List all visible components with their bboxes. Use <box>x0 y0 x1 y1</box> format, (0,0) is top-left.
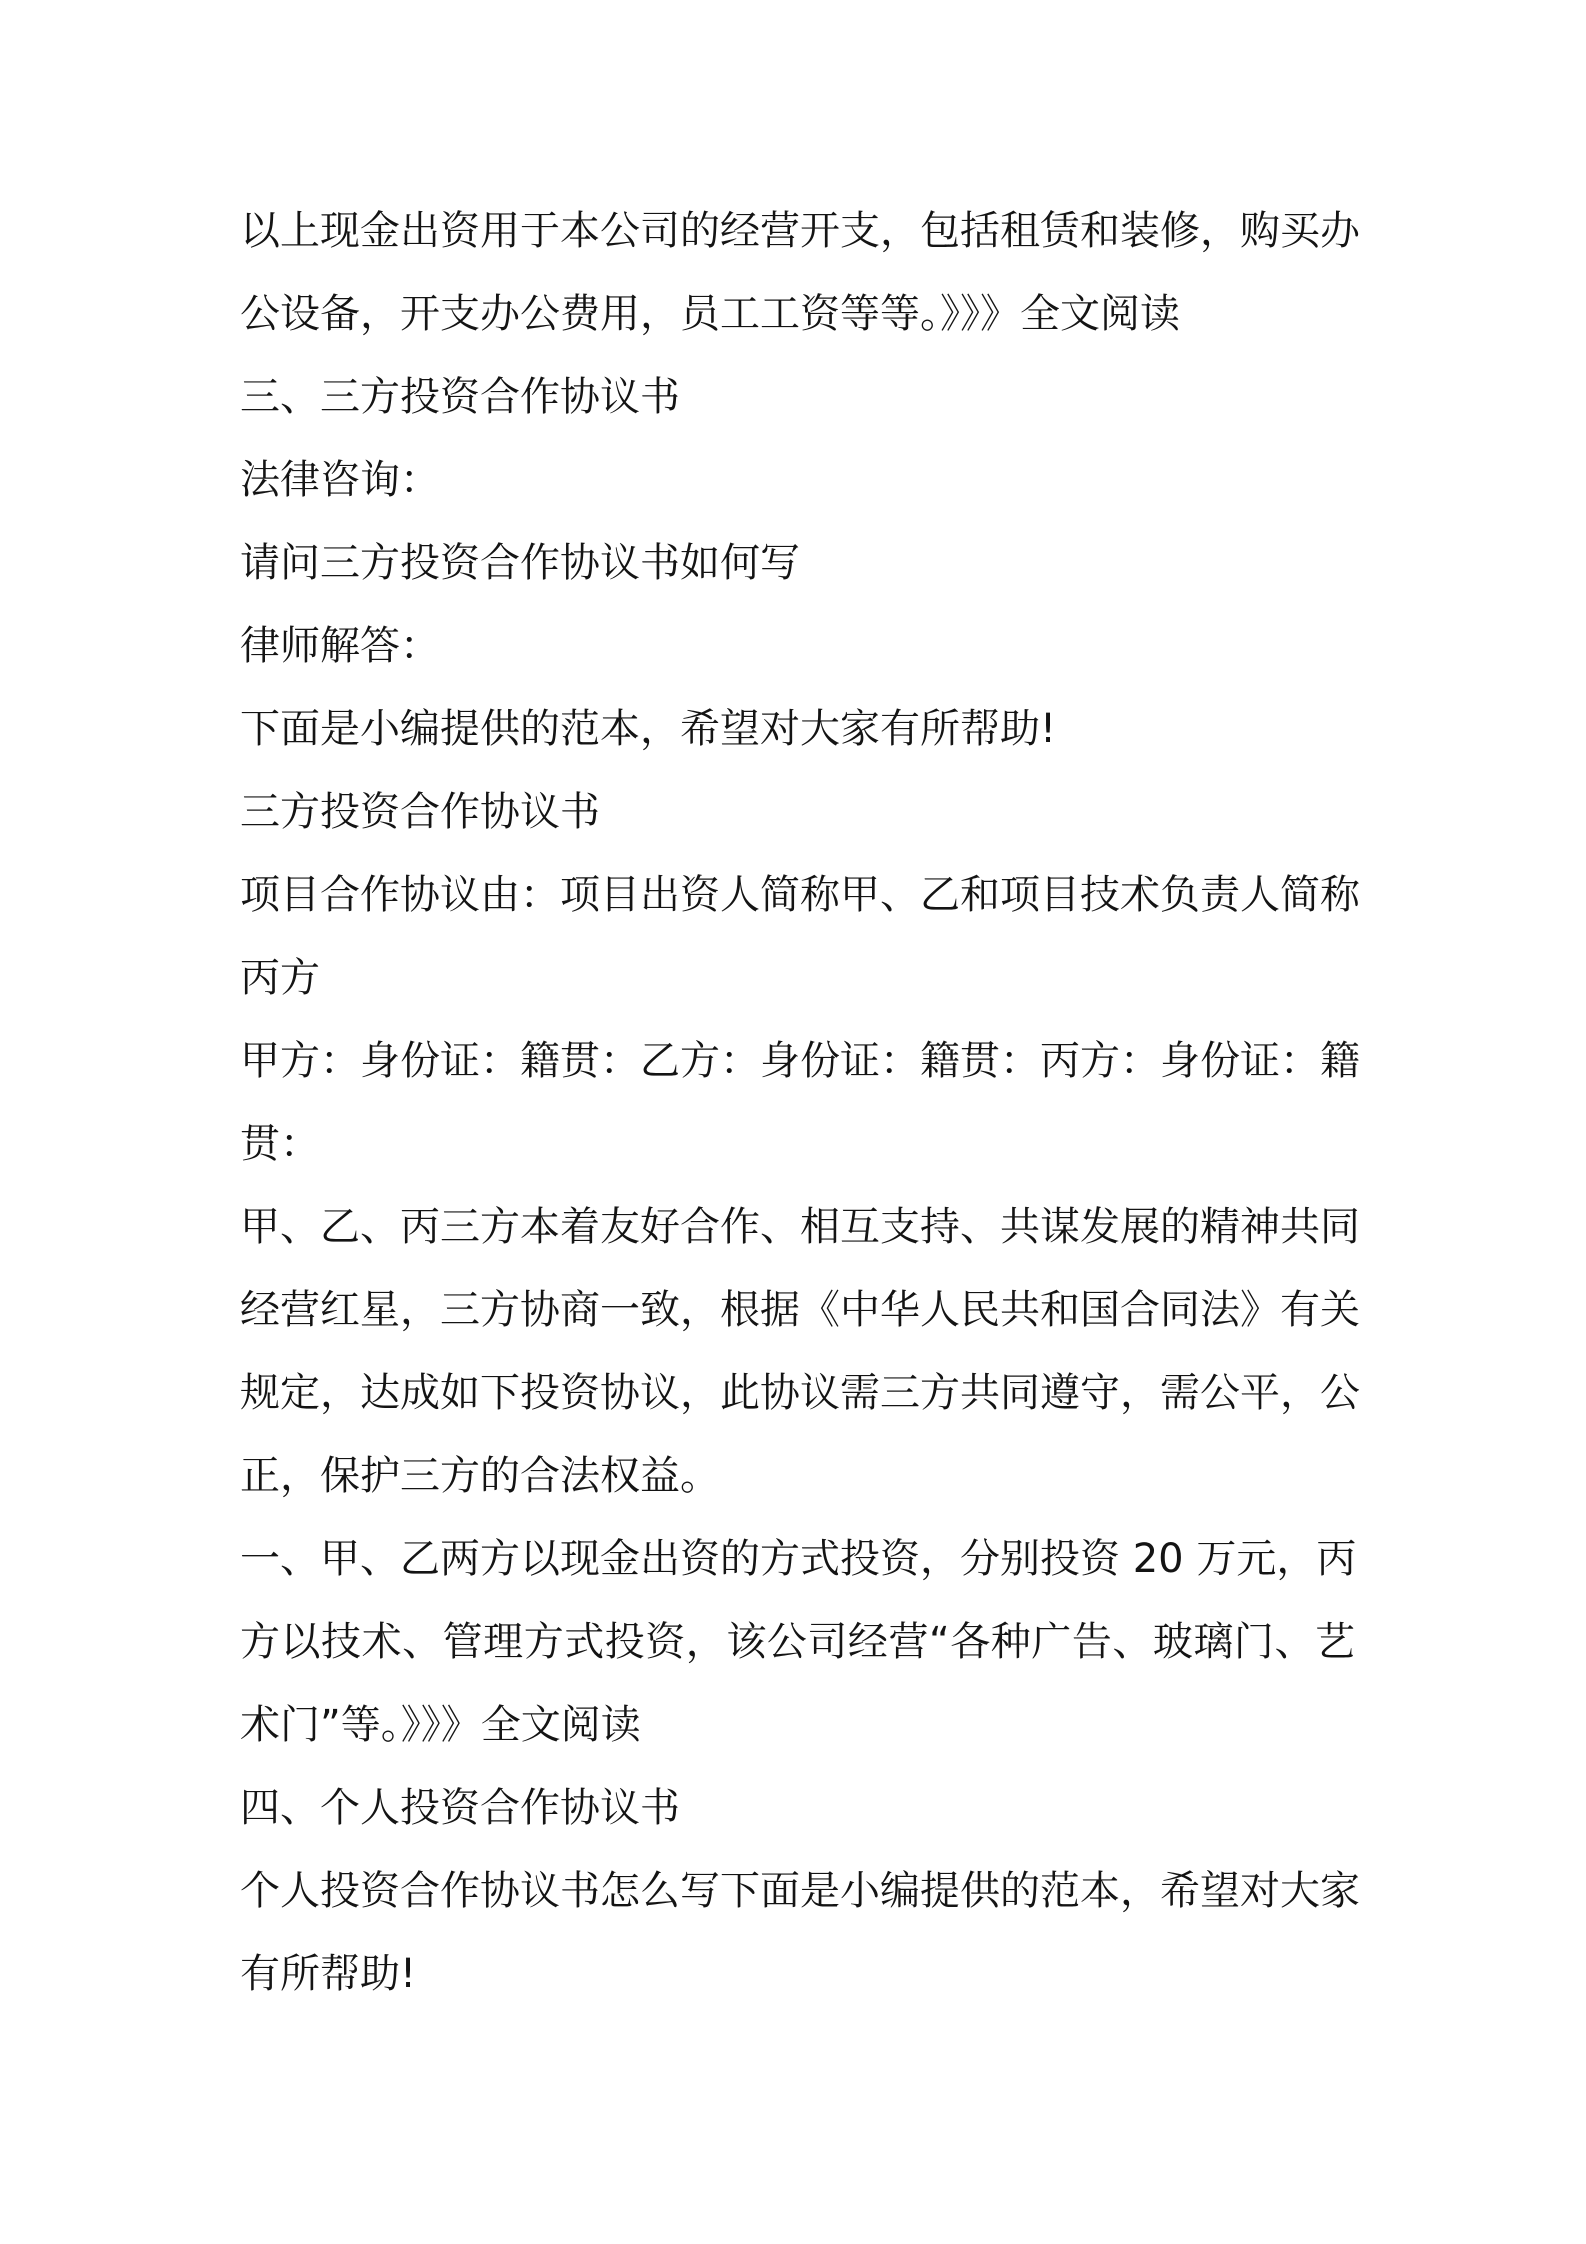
paragraph-line: 法律咨询： <box>240 457 440 503</box>
section-heading: 四、个人投资合作协议书 <box>240 1785 680 1831</box>
paragraph-line: 请问三方投资合作协议书如何写 <box>240 540 800 586</box>
paragraph-line: 以上现金出资用于本公司的经营开支，包括租赁和装修，购买办 <box>240 208 1360 254</box>
paragraph-line: 有所帮助! <box>240 1951 417 1997</box>
paragraph-line: 一、甲、乙两方以现金出资的方式投资，分别投资 20 万元，丙 <box>240 1536 1357 1582</box>
paragraph-line: 三方投资合作协议书 <box>240 789 600 835</box>
paragraph-line: 方以技术、管理方式投资，该公司经营“各种广告、玻璃门、艺 <box>240 1619 1355 1665</box>
paragraph-line: 个人投资合作协议书怎么写下面是小编提供的范本，希望对大家 <box>240 1868 1360 1914</box>
paragraph-line: 下面是小编提供的范本，希望对大家有所帮助! <box>240 706 1057 752</box>
paragraph-line: 甲方：身份证：籍贯：乙方：身份证：籍贯：丙方：身份证：籍 <box>240 1038 1360 1084</box>
paragraph-line: 贯： <box>240 1121 320 1167</box>
document-body <box>240 190 1360 2016</box>
paragraph-line: 正，保护三方的合法权益。 <box>240 1453 720 1499</box>
section-heading: 三、三方投资合作协议书 <box>240 374 680 420</box>
paragraph-line: 项目合作协议由：项目出资人简称甲、乙和项目技术负责人简称 <box>240 872 1360 918</box>
paragraph-line: 术门”等。》》》全文阅读 <box>240 1702 641 1748</box>
paragraph-line: 规定，达成如下投资协议，此协议需三方共同遵守，需公平，公 <box>240 1370 1360 1416</box>
paragraph-line: 律师解答： <box>240 623 440 669</box>
paragraph-line: 经营红星，三方协商一致，根据《中华人民共和国合同法》有关 <box>240 1287 1360 1333</box>
paragraph-line: 丙方 <box>240 955 320 1001</box>
paragraph-line: 公设备，开支办公费用，员工工资等等。》》》全文阅读 <box>240 291 1180 337</box>
paragraph-line: 甲、乙、丙三方本着友好合作、相互支持、共谋发展的精神共同 <box>240 1204 1360 1250</box>
